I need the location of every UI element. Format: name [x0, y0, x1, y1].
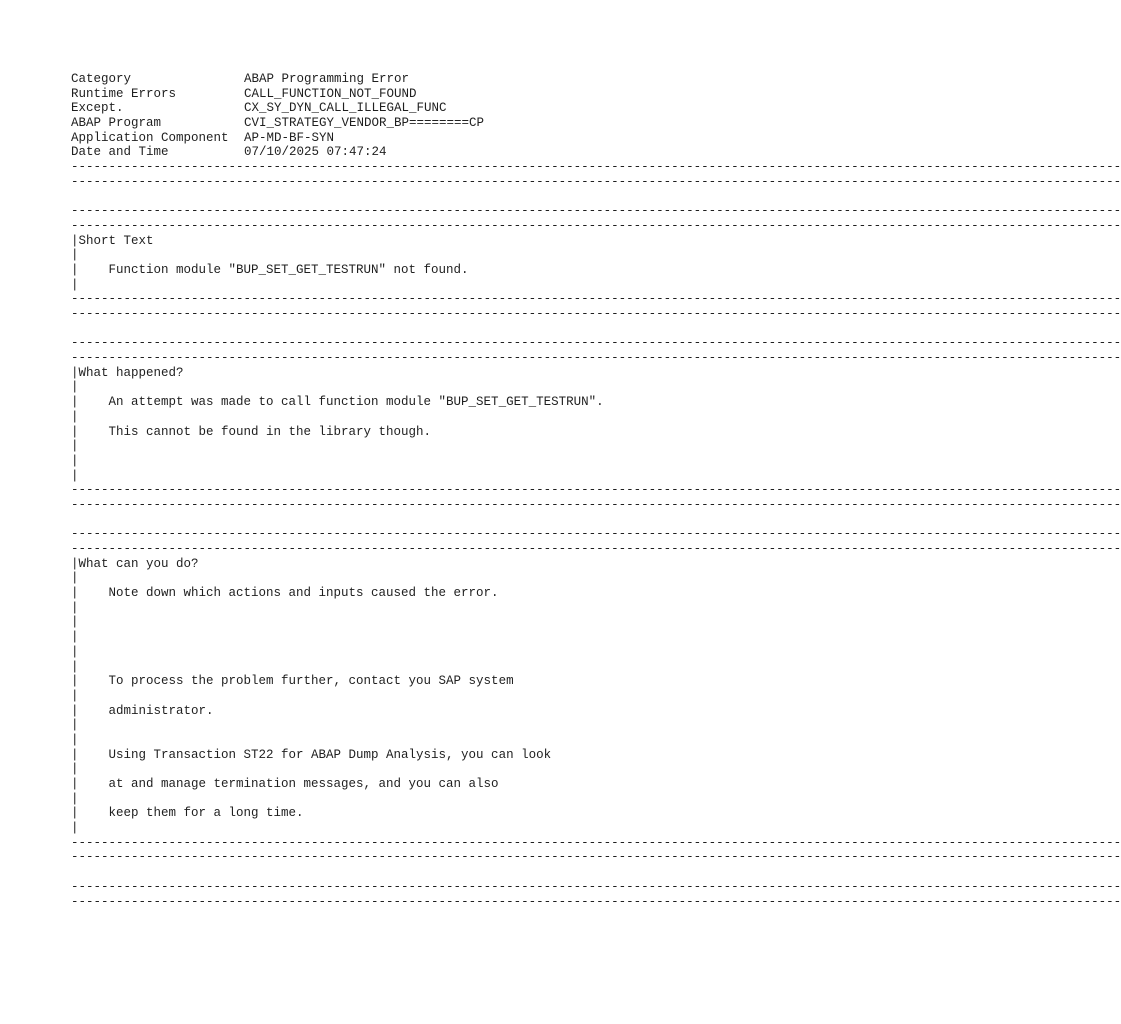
section-border: |	[71, 747, 79, 762]
divider: --------------------------------------------------------------------------------------------------------------------------------------------	[71, 835, 1121, 850]
section-text: This cannot be found in the library though.	[108, 424, 432, 439]
section-border: |	[71, 791, 79, 806]
section-border: |	[71, 644, 79, 659]
section-text: at and manage termination messages, and you can also	[108, 777, 499, 791]
header-value: ABAP Programming Error	[244, 72, 410, 86]
section-border: |	[71, 659, 79, 674]
section-text: keep them for a long time.	[108, 806, 304, 821]
divider: --------------------------------------------------------------------------------------------------------------------------------------------	[71, 204, 1121, 219]
section-border: |	[71, 732, 79, 747]
section-text: Function module "BUP_SET_GET_TESTRUN" not found.	[108, 262, 469, 277]
section-border: |	[71, 777, 79, 791]
section-border: |	[71, 277, 79, 292]
divider: --------------------------------------------------------------------------------------------------------------------------------------------	[71, 336, 1121, 351]
header-row-exception	[71, 101, 696, 116]
divider: --------------------------------------------------------------------------------------------------------------------------------------------	[71, 307, 1121, 321]
section-border: |	[71, 409, 79, 424]
section-text: Using Transaction ST22 for ABAP Dump Analysis, you can look	[108, 747, 552, 762]
header-label: Category	[71, 72, 132, 86]
section-border: |	[71, 556, 79, 571]
divider: --------------------------------------------------------------------------------------------------------------------------------------------	[71, 894, 1121, 909]
divider: --------------------------------------------------------------------------------------------------------------------------------------------	[71, 174, 1121, 189]
header-value: CVI_STRATEGY_VENDOR_BP========CP	[244, 116, 485, 131]
divider: --------------------------------------------------------------------------------------------------------------------------------------------	[71, 351, 1121, 366]
section-text: Note down which actions and inputs caused the error.	[108, 586, 499, 601]
section-border: |	[71, 453, 79, 468]
divider: --------------------------------------------------------------------------------------------------------------------------------------------	[71, 879, 1121, 894]
section-border: |	[71, 615, 79, 630]
section-what-can-you-do	[71, 557, 696, 836]
section-border: |	[71, 262, 79, 277]
section-border: |	[71, 586, 79, 601]
divider: --------------------------------------------------------------------------------------------------------------------------------------------	[71, 218, 1121, 233]
section-short-text	[71, 234, 696, 293]
section-border: |	[71, 674, 79, 689]
section-border: |	[71, 600, 79, 615]
section-border: |	[71, 248, 79, 263]
header-value: AP-MD-BF-SYN	[244, 130, 335, 145]
header-label: Runtime Errors	[71, 86, 177, 101]
divider: --------------------------------------------------------------------------------------------------------------------------------------------	[71, 292, 1121, 307]
header-label: Application Component	[71, 130, 229, 145]
divider: --------------------------------------------------------------------------------------------------------------------------------------------	[71, 497, 1121, 512]
section-border: |	[71, 703, 79, 718]
header-label: Date and Time	[71, 145, 169, 160]
section-text: To process the problem further, contact you SAP system	[108, 674, 514, 689]
header-row-category	[71, 72, 696, 87]
section-title: What can you do?	[78, 556, 199, 571]
header-row-application-component	[71, 131, 696, 146]
header-label: Except.	[71, 101, 124, 116]
runtime-error-dump	[71, 72, 1121, 909]
section-border: |	[71, 571, 79, 586]
header-row-date-time	[71, 145, 696, 160]
section-border: |	[71, 806, 79, 821]
divider: --------------------------------------------------------------------------------------------------------------------------------------------	[71, 527, 1121, 542]
section-border: |	[71, 718, 79, 733]
section-border: |	[71, 380, 79, 395]
header-label: ABAP Program	[71, 116, 162, 131]
section-border: |	[71, 395, 79, 410]
section-border: |	[71, 365, 79, 380]
section-title: Short Text	[78, 233, 154, 248]
divider: --------------------------------------------------------------------------------------------------------------------------------------------	[71, 483, 1121, 498]
section-border: |	[71, 233, 79, 248]
header-value: 07/10/2025 07:47:24	[244, 145, 387, 160]
divider: --------------------------------------------------------------------------------------------------------------------------------------------	[71, 850, 1121, 865]
section-border: |	[71, 424, 79, 439]
section-text: An attempt was made to call function module "BUP_SET_GET_TESTRUN".	[108, 395, 604, 410]
header-value: CALL_FUNCTION_NOT_FOUND	[244, 86, 417, 101]
section-text: administrator.	[108, 703, 214, 718]
section-border: |	[71, 688, 79, 703]
section-border: |	[71, 630, 79, 645]
section-border: |	[71, 762, 79, 777]
section-border: |	[71, 468, 79, 483]
section-border: |	[71, 821, 79, 836]
dump-header	[71, 72, 696, 160]
section-what-happened	[71, 366, 696, 484]
header-row-runtime-errors	[71, 87, 696, 102]
header-value: CX_SY_DYN_CALL_ILLEGAL_FUNC	[244, 101, 447, 116]
divider: --------------------------------------------------------------------------------------------------------------------------------------------	[71, 160, 1121, 175]
divider: --------------------------------------------------------------------------------------------------------------------------------------------	[71, 542, 1121, 556]
section-border: |	[71, 439, 79, 454]
section-title: What happened?	[78, 365, 184, 380]
header-row-abap-program	[71, 116, 696, 131]
